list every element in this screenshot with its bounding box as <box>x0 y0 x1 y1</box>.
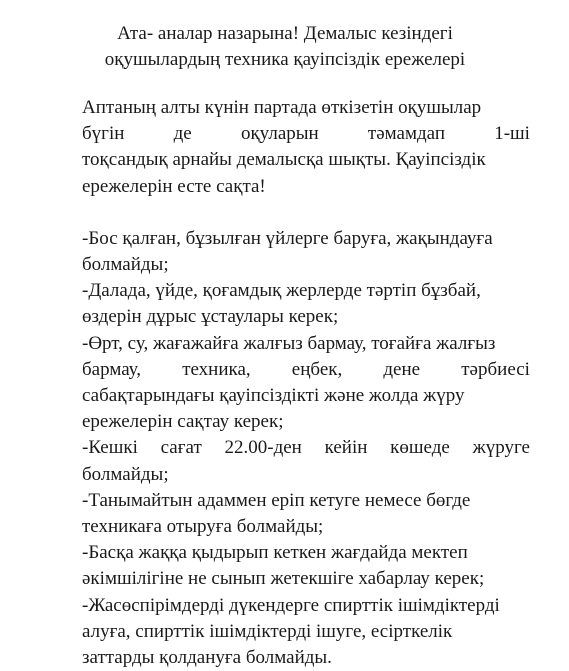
rule-3-line-4: ережелерін сақтау керек; <box>82 411 284 433</box>
rule-7-line-1: -Жасөспірімдерді дүкендерге спирттік ішімдіктерді <box>82 594 500 616</box>
document-title <box>40 21 530 73</box>
rule-4-word: жүруге <box>472 437 530 459</box>
intro-line-4: ережелерін есте сақта! <box>82 175 266 197</box>
intro-word: оқуларын <box>240 123 319 145</box>
document-body <box>82 95 530 671</box>
intro-word: бүгін <box>82 123 125 145</box>
intro-word: 1-ші <box>494 123 530 145</box>
rule-4-word: сағат <box>160 437 202 459</box>
intro-line-3: тоқсандық арнайы демалысқа шықты. Қауіпсіздік <box>82 149 486 171</box>
intro-line-2 <box>82 121 530 147</box>
rule-6-line-2: әкімшілігіне не сынып жетекшіге хабарлау керек; <box>82 568 485 590</box>
intro-word: тәмамдап <box>367 123 445 145</box>
rule-2-line-1: -Далада, үйде, қоғамдық жерлерде тәртіп бұзбай, <box>82 280 481 302</box>
rule-4-line-1 <box>82 435 530 461</box>
title-line-2: оқушылардың техника қауіпсіздік ережелері <box>104 49 466 70</box>
rule-5-line-1: -Танымайтын адаммен еріп кетуге немесе бөгде <box>82 489 471 511</box>
intro-word: де <box>173 123 192 145</box>
rule-3-word: бармау, <box>82 358 142 380</box>
rule-3-word: техника, <box>182 358 251 380</box>
rule-4-word: -Кешкі <box>82 437 138 459</box>
rules-list <box>82 226 530 671</box>
rule-3-line-3: сабақтарындағы қауіпсіздікті және жолда жүру <box>82 385 465 407</box>
rule-4-word: көшеде <box>390 437 450 459</box>
rule-2-line-2: өздерін дұрыс ұстаулары керек; <box>82 306 339 328</box>
rule-3-line-1: -Өрт, су, жағажайға жалғыз бармау, тоғайға жалғыз <box>82 332 496 354</box>
rule-4-word: кейін <box>324 437 368 459</box>
intro-line-1: Аптаның алты күнін партада өткізетін оқушылар <box>82 97 482 118</box>
rule-1-line-1: -Бос қалған, бұзылған үйлерге баруға, жақындауға <box>82 227 493 249</box>
rule-4-word: 22.00-ден <box>224 437 302 459</box>
rule-7-line-2: алуға, спирттік ішімдіктерді ішуге, есірткелік <box>82 620 453 642</box>
intro-paragraph <box>82 95 530 200</box>
rule-6-line-1: -Басқа жаққа қыдырып кеткен жағдайда мектеп <box>82 542 468 564</box>
rule-3-word: дене <box>383 358 421 380</box>
rule-3-line-2 <box>82 357 530 383</box>
rule-4-line-2: болмайды; <box>82 463 169 485</box>
rule-7-line-3: заттарды қолдануға болмайды. <box>82 647 332 669</box>
title-line-1: Ата- аналар назарына! Демалыс кезіндегі <box>117 23 453 44</box>
rule-3-word: еңбек, <box>291 358 343 380</box>
rule-1-line-2: болмайды; <box>82 254 169 276</box>
paragraph-gap <box>82 200 530 226</box>
rule-3-word: тәрбиесі <box>461 358 530 380</box>
rule-5-line-2: техникаға отыруға болмайды; <box>82 516 324 538</box>
